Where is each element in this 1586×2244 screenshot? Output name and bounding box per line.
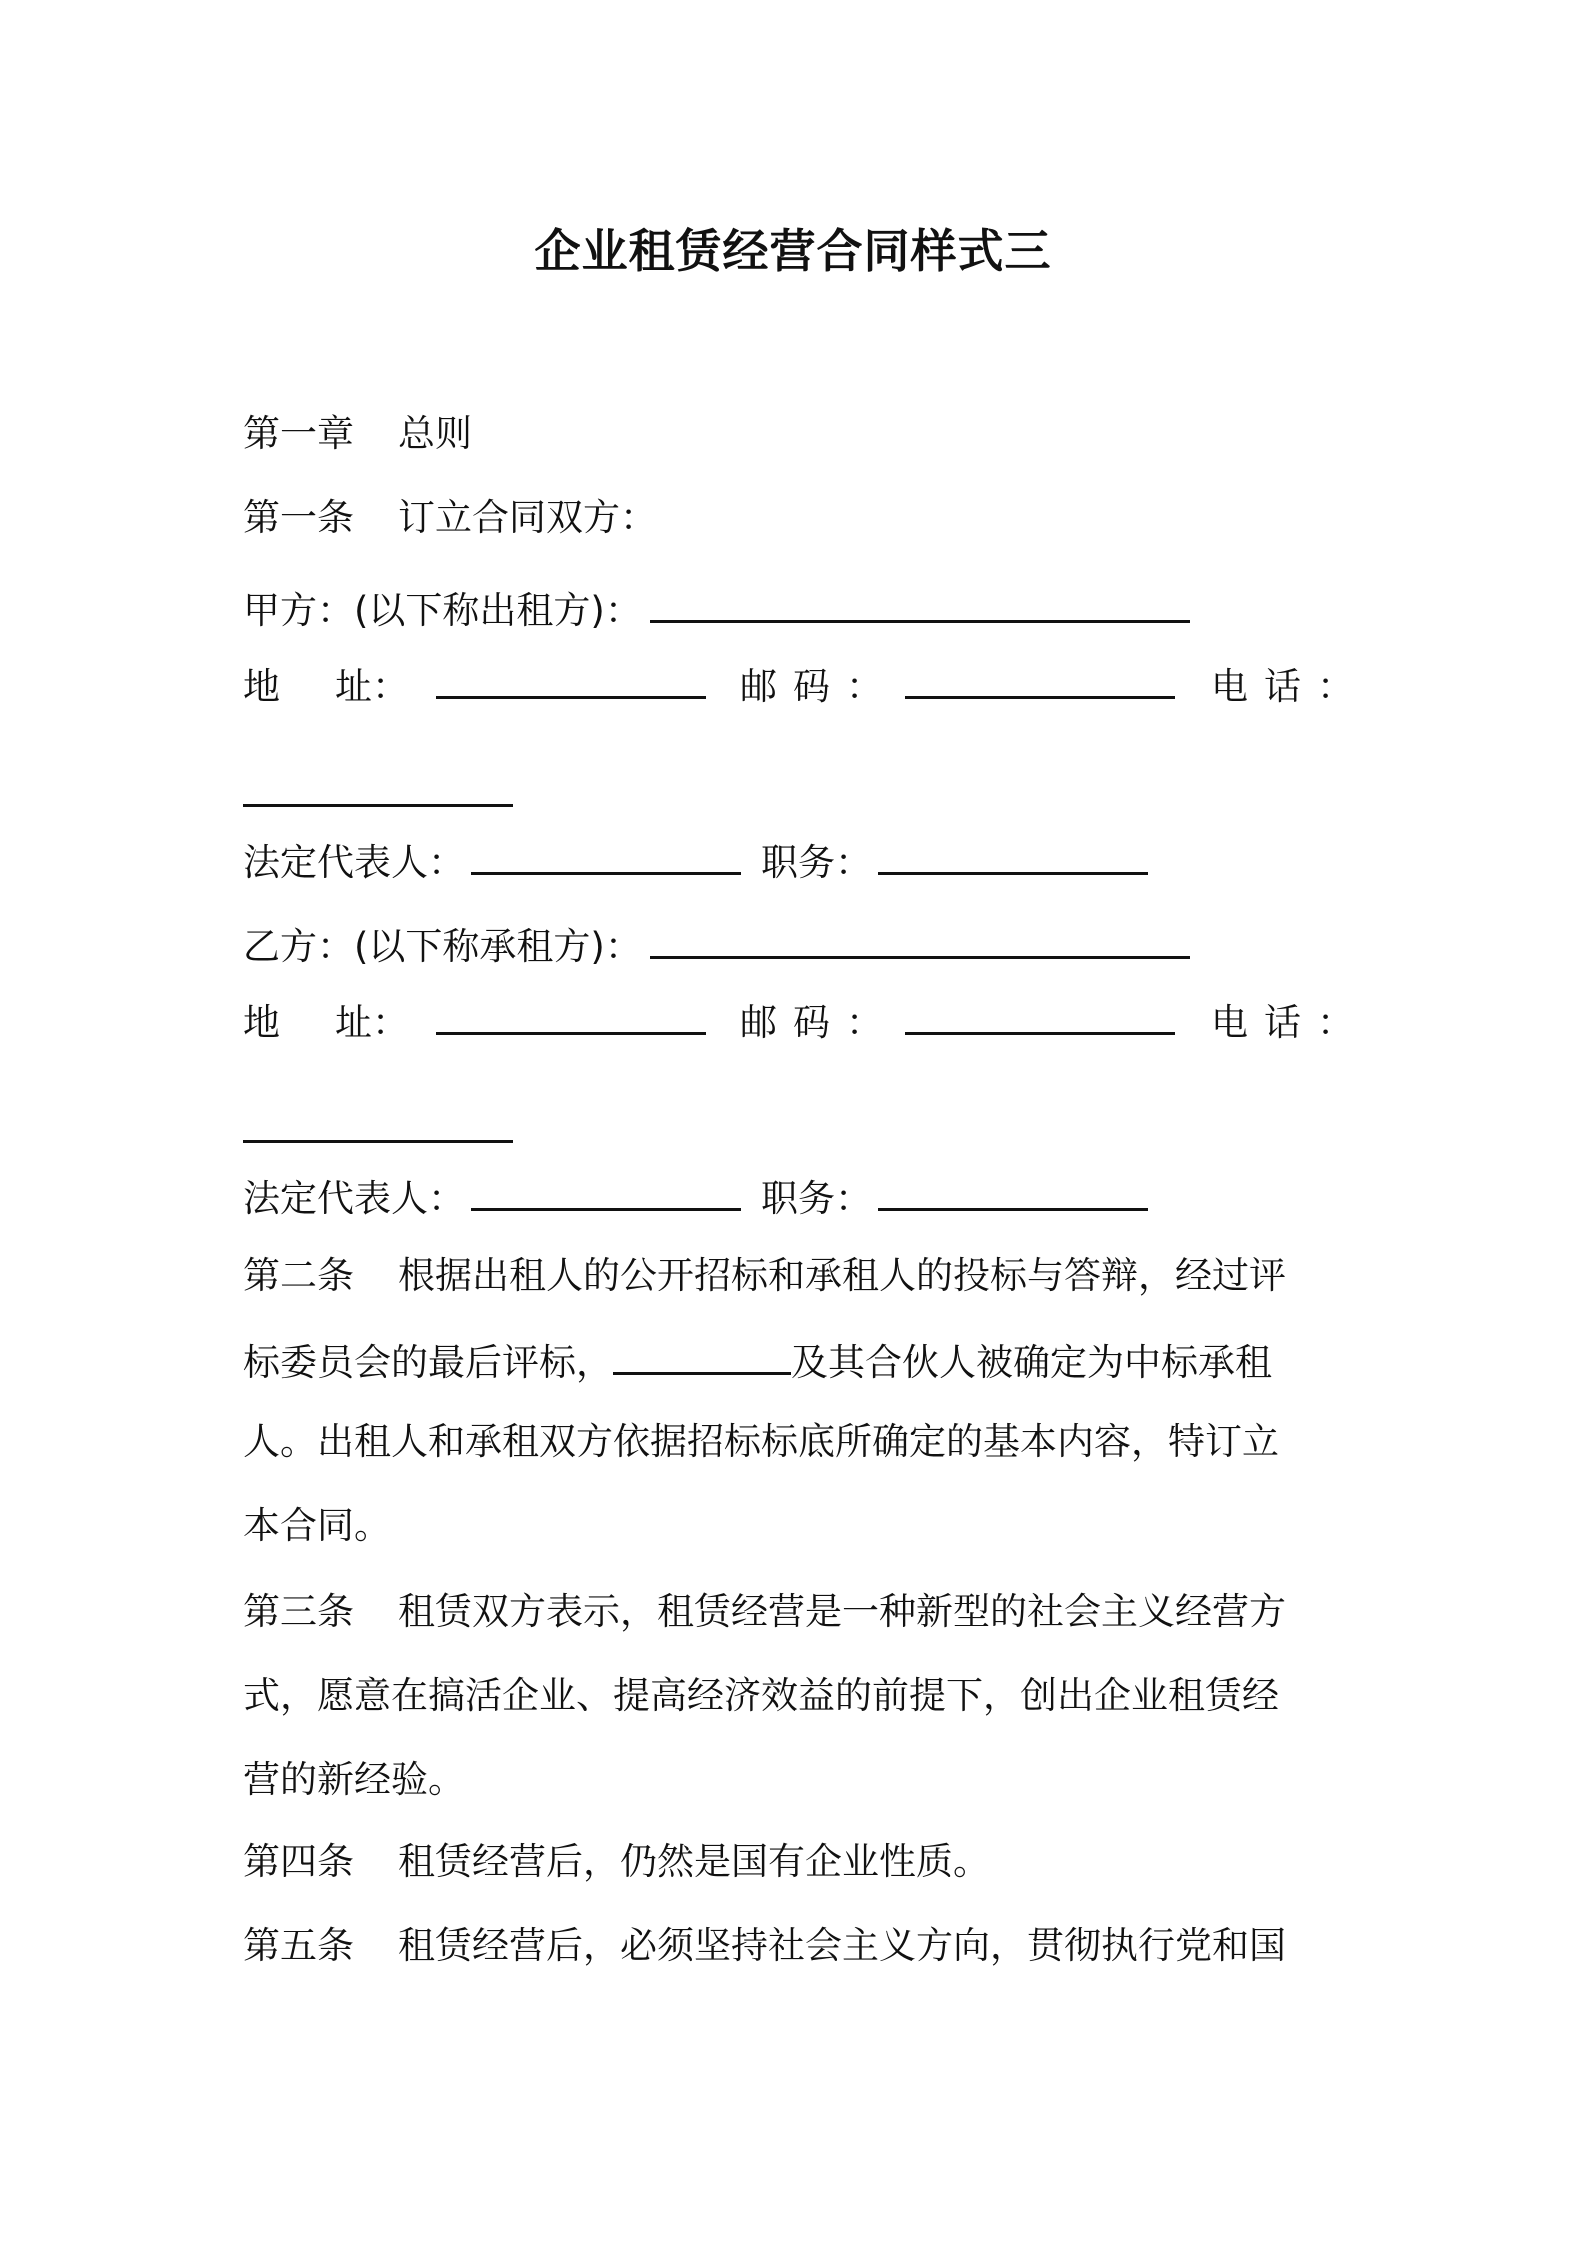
party-b-phone-line bbox=[243, 1106, 513, 1153]
article-text: 租赁经营后，仍然是国有企业性质。 bbox=[398, 1840, 990, 1883]
party-b-address-field[interactable] bbox=[436, 998, 706, 1035]
article-text: 标委员会的最后评标， bbox=[243, 1341, 613, 1384]
article-text: 及其合伙人被确定为中标承租 bbox=[791, 1341, 1272, 1384]
article-text: 订立合同双方： bbox=[398, 496, 657, 539]
postcode-label: 邮码： bbox=[740, 665, 899, 708]
rep-label: 法定代表人： bbox=[243, 1177, 465, 1220]
party-b-name-field[interactable] bbox=[650, 922, 1190, 959]
article-text: 租赁经营后，必须坚持社会主义方向，贯彻执行党和国 bbox=[398, 1924, 1286, 1967]
party-b-postcode-field[interactable] bbox=[905, 998, 1175, 1035]
article-text: 根据出租人的公开招标和承租人的投标与答辩，经过评 bbox=[398, 1254, 1286, 1297]
address-label: 地 址： bbox=[243, 665, 409, 708]
article-3-line-3 bbox=[243, 1758, 465, 1802]
article-3-line-2 bbox=[243, 1674, 1279, 1718]
article-2-line-2 bbox=[243, 1338, 1272, 1385]
postcode-label: 邮码： bbox=[740, 1001, 899, 1044]
address-label: 地 址： bbox=[243, 1001, 409, 1044]
position-label: 职务： bbox=[761, 841, 872, 884]
article-3-line-1 bbox=[243, 1590, 1286, 1634]
party-a-address-field[interactable] bbox=[436, 662, 706, 699]
party-a-label: 甲方：(以下称出租方)： bbox=[243, 589, 642, 632]
chapter-number: 第一章 bbox=[243, 412, 354, 455]
article-number: 第一条 bbox=[243, 496, 354, 539]
party-a-phone-line bbox=[243, 770, 513, 817]
party-b-rep-line bbox=[243, 1174, 1148, 1221]
article-text: 租赁双方表示，租赁经营是一种新型的社会主义经营方 bbox=[398, 1590, 1286, 1633]
article-number: 第二条 bbox=[243, 1254, 354, 1297]
article-2-line-4 bbox=[243, 1504, 391, 1548]
article-2-line-1 bbox=[243, 1254, 1286, 1298]
article-number: 第五条 bbox=[243, 1924, 354, 1967]
party-a-rep-field[interactable] bbox=[471, 838, 741, 875]
article-number: 第三条 bbox=[243, 1590, 354, 1633]
rep-label: 法定代表人： bbox=[243, 841, 465, 884]
party-a-postcode-field[interactable] bbox=[905, 662, 1175, 699]
phone-label: 电话： bbox=[1211, 665, 1370, 708]
party-b-label: 乙方：(以下称承租方)： bbox=[243, 925, 642, 968]
article-text: 本合同。 bbox=[243, 1504, 391, 1547]
party-b-phone-field[interactable] bbox=[243, 1106, 513, 1143]
article-text: 人。出租人和承租双方依据招标标底所确定的基本内容，特订立 bbox=[243, 1420, 1279, 1463]
winning-bidder-field[interactable] bbox=[613, 1338, 791, 1375]
document-title: 企业租赁经营合同样式三 bbox=[534, 224, 1052, 278]
party-b-contact-line bbox=[243, 998, 1370, 1045]
article-number: 第四条 bbox=[243, 1840, 354, 1883]
phone-label: 电话： bbox=[1211, 1001, 1370, 1044]
party-b-position-field[interactable] bbox=[878, 1174, 1148, 1211]
article-text: 营的新经验。 bbox=[243, 1758, 465, 1801]
article-2-line-3 bbox=[243, 1420, 1279, 1464]
party-b-line bbox=[243, 922, 1190, 969]
party-b-rep-field[interactable] bbox=[471, 1174, 741, 1211]
party-a-line bbox=[243, 586, 1190, 633]
article-text: 式，愿意在搞活企业、提高经济效益的前提下，创出企业租赁经 bbox=[243, 1674, 1279, 1717]
article-1 bbox=[243, 496, 657, 540]
position-label: 职务： bbox=[761, 1177, 872, 1220]
chapter-heading bbox=[243, 412, 472, 456]
party-a-contact-line bbox=[243, 662, 1370, 709]
chapter-name: 总则 bbox=[398, 412, 472, 455]
party-a-phone-field[interactable] bbox=[243, 770, 513, 807]
article-5 bbox=[243, 1924, 1286, 1968]
article-4 bbox=[243, 1840, 990, 1884]
party-a-name-field[interactable] bbox=[650, 586, 1190, 623]
party-a-position-field[interactable] bbox=[878, 838, 1148, 875]
party-a-rep-line bbox=[243, 838, 1148, 885]
